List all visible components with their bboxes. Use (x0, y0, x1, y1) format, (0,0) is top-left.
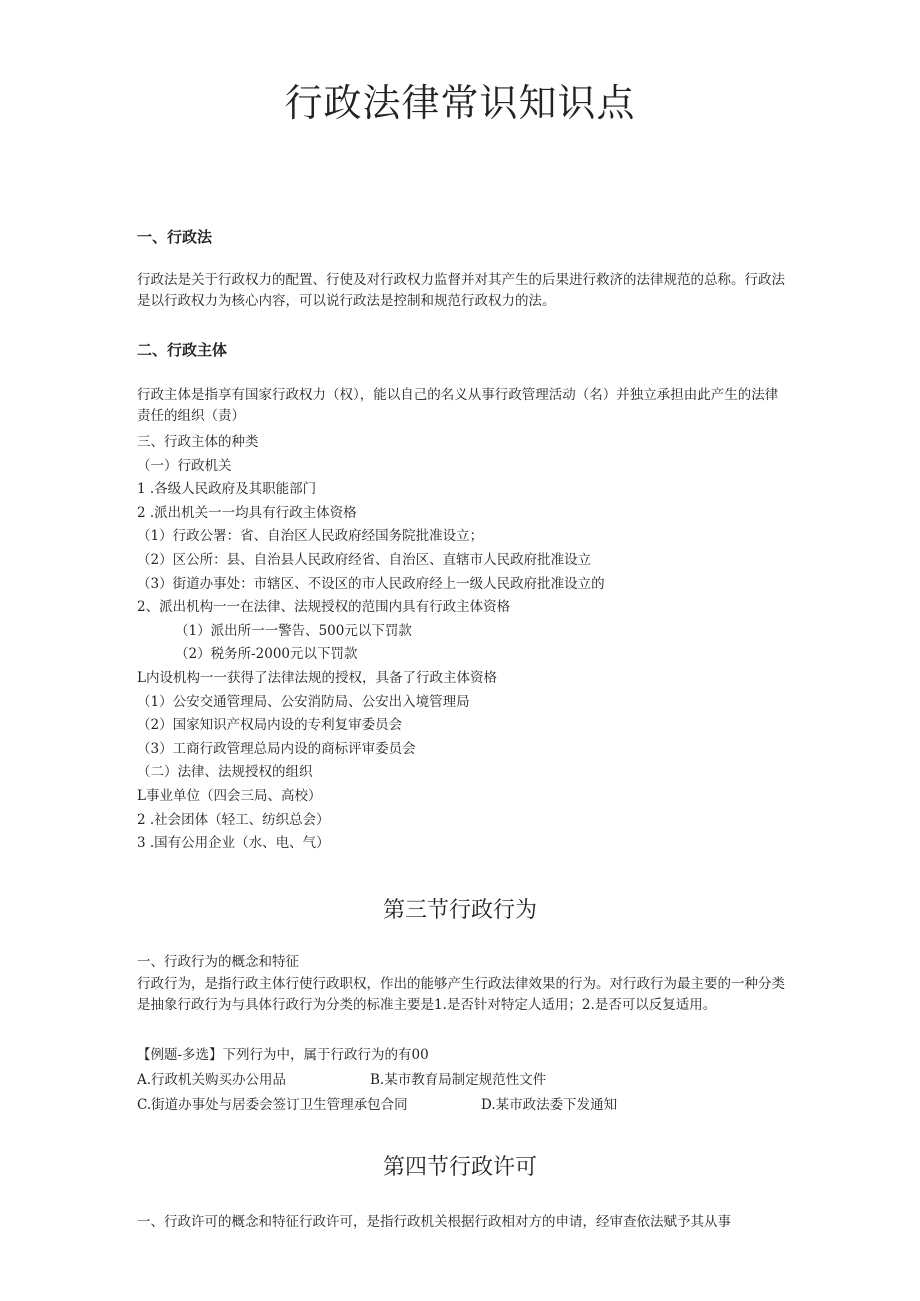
list-item: （2）税务所-2000元以下罚款 (175, 646, 358, 663)
list-item: 2 .派出机关一一均具有行政主体资格 (137, 504, 357, 521)
paragraph-administrative-act: 行政行为，是指行政主体行使行政职权，作出的能够产生行政法律效果的行为。对行政行为最主要的一种分类是抽象行政行为与具体行政行为分类的标准主要是1.是否针对特定人适用；2.是否可以反复适用。 (137, 976, 785, 1013)
list-item: （1）派出所一一警告、500元以下罚款 (175, 622, 412, 639)
option-c: C.街道办事处与居委会签订卫生管理承包合同 (137, 1097, 408, 1113)
list-item: L内设机构一一获得了法律法规的授权，具备了行政主体资格 (137, 669, 497, 686)
paragraph-administrative-subject: 行政主体是指享有国家行政权力（权），能以自己的名义从事行政管理活动（名）并独立承担由此产生的法律责任的组织（责） (137, 387, 779, 424)
list-item: （一）行政机关 (137, 457, 232, 474)
list-item: （二）法律、法规授权的组织 (137, 764, 313, 781)
subject-types-list (137, 431, 785, 856)
list-item: 三、行政主体的种类 (137, 434, 259, 450)
option-d: D.某市政法委下发通知 (481, 1097, 618, 1113)
list-item: L事业单位（四会三局、高校） (137, 787, 322, 804)
section-heading-administrative-act: 第三节行政行为 (382, 898, 537, 923)
paragraph-administrative-license: 一、行政许可的概念和特征行政许可，是指行政机关根据行政相对方的申请，经审查依法赋予其从事 (137, 1214, 731, 1230)
section-heading-administrative-license: 第四节行政许可 (382, 1155, 537, 1180)
list-item: （2）区公所：县、自治县人民政府经省、自治区、直辖市人民政府批准设立 (137, 551, 592, 568)
section-heading-administrative-law: 一、行政法 (137, 228, 213, 246)
list-item: （3）工商行政管理总局内设的商标评审委员会 (137, 740, 416, 757)
page-title: 行政法律常识知识点 (284, 81, 636, 125)
list-item: （2）国家知识产权局内设的专利复审委员会 (137, 717, 403, 734)
list-item: 2、派出机构一一在法律、法规授权的范围内具有行政主体资格 (137, 599, 511, 616)
option-b: B.某市教育局制定规范性文件 (370, 1072, 547, 1088)
list-item: 2 .社会团体（轻工、纺织总会） (137, 811, 330, 828)
example-question: 【例题-多选】下列行为中，属于行政行为的有00 (137, 1047, 429, 1063)
list-item: （1）行政公署：省、自治区人民政府经国务院批准设立； (137, 528, 484, 545)
list-item: （3）街道办事处：市辖区、不设区的市人民政府经上一级人民政府批准设立的 (137, 575, 605, 592)
subheading-act-concept: 一、行政行为的概念和特征 (137, 954, 299, 970)
list-item: （1）公安交通管理局、公安消防局、公安出入境管理局 (137, 693, 470, 710)
paragraph-administrative-law: 行政法是关于行政权力的配置、行使及对行政权力监督并对其产生的后果进行救济的法律规范的总称。行政法是以行政权力为核心内容，可以说行政法是控制和规范行政权力的法。 (137, 272, 785, 309)
list-item: 1 .各级人民政府及其职能部门 (137, 481, 317, 498)
section-heading-administrative-subject: 二、行政主体 (137, 341, 228, 359)
list-item: 3 .国有公用企业（水、电、气） (137, 835, 330, 852)
option-a: A.行政机关购买办公用品 (137, 1072, 287, 1088)
